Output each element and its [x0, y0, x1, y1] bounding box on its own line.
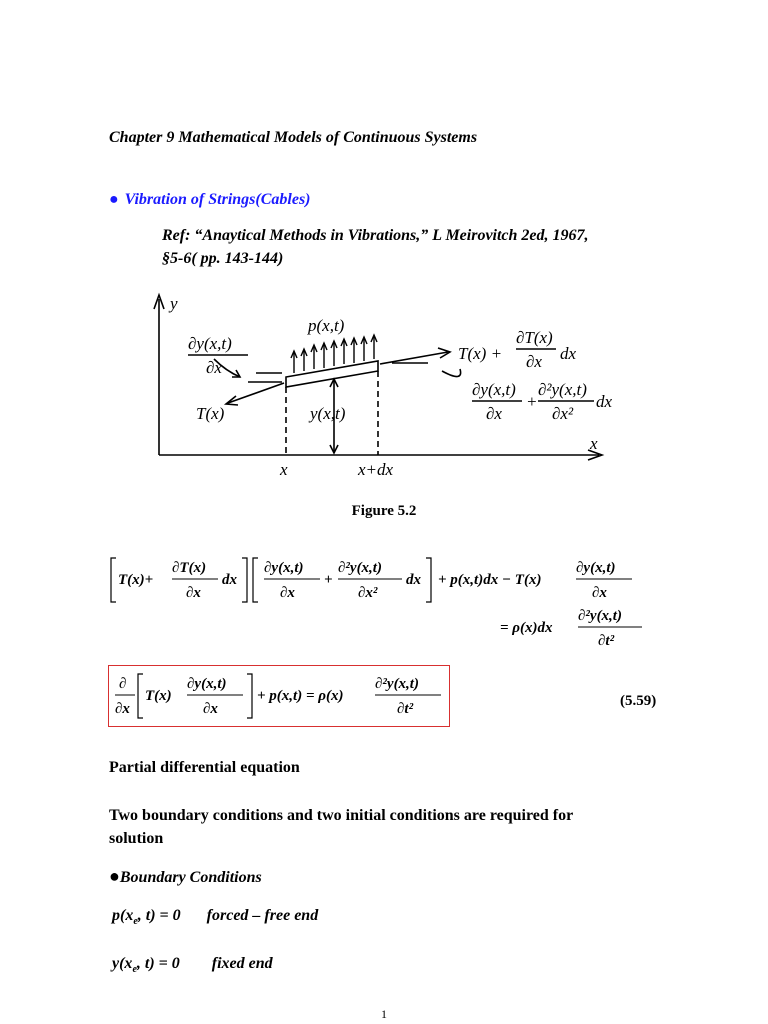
bullet-icon: ● [109, 191, 119, 208]
svg-text:∂: ∂ [119, 676, 127, 692]
y-axis-label: y [170, 294, 178, 313]
svg-text:∂x: ∂x [186, 585, 201, 601]
reference-line-2: §5-6( pp. 143-144) [162, 250, 284, 267]
right-tension-denominator: ∂x [526, 352, 542, 371]
chapter-title: Chapter 9 Mathematical Models of Continuous Systems [109, 129, 478, 146]
figure-caption: Figure 5.2 [351, 503, 417, 519]
svg-text:+ p(x,t)dx − T(x): + p(x,t)dx − T(x) [438, 572, 542, 588]
right-curvature-numerator: ∂²y(x,t) [538, 380, 587, 399]
x-axis-label: x [590, 434, 598, 453]
bullet-icon: ● [109, 866, 120, 886]
string-element-diagram [152, 279, 655, 490]
svg-text:∂y(x,t): ∂y(x,t) [576, 560, 616, 576]
equation-5-59-box [108, 665, 450, 727]
right-tension-numerator: ∂T(x) [516, 328, 553, 347]
svg-text:T(x)+: T(x)+ [118, 572, 154, 588]
force-balance-equation [108, 548, 668, 648]
section-heading [109, 191, 311, 209]
svg-text:∂t²: ∂t² [397, 701, 414, 717]
svg-text:+: + [324, 572, 333, 588]
section-heading-text: Vibration of Strings(Cables) [124, 191, 311, 208]
svg-text:∂x: ∂x [280, 585, 295, 601]
reference [162, 224, 589, 270]
x-position-label: x [280, 460, 288, 479]
left-slope-denominator: ∂x [206, 358, 222, 377]
equation-number: (5.59) [620, 693, 657, 709]
condition-description: forced – free end [206, 907, 319, 924]
condition-forced-free [112, 907, 318, 927]
conditions-requirement-text: Two boundary conditions and two initial conditions are required for solution [109, 807, 573, 847]
right-curvature-dx: dx [596, 392, 613, 411]
svg-text:∂t²: ∂t² [598, 633, 615, 648]
plus-sign: + [526, 392, 538, 411]
condition-expression: $p(x_e$, t) = 0 [112, 907, 181, 928]
condition-expression: $y(x_e$, t) = 0 [112, 955, 180, 976]
svg-text:∂x: ∂x [115, 701, 130, 717]
boundary-conditions-heading [109, 866, 262, 887]
boundary-conditions-heading-text: Boundary Conditions [119, 869, 262, 886]
right-tension-label: T(x) + [458, 344, 503, 363]
condition-fixed [112, 955, 273, 975]
svg-text:∂x: ∂x [203, 701, 218, 717]
svg-text:∂y(x,t): ∂y(x,t) [187, 676, 227, 692]
svg-text:∂²y(x,t): ∂²y(x,t) [338, 560, 382, 576]
svg-text:∂x: ∂x [592, 585, 607, 601]
x-dx-position-label: x+dx [358, 460, 394, 479]
svg-text:∂²y(x,t): ∂²y(x,t) [578, 608, 622, 624]
svg-text:∂T(x): ∂T(x) [172, 560, 207, 576]
deflection-label: y(x,t) [310, 404, 346, 423]
left-tension-label: T(x) [196, 404, 225, 423]
svg-text:= ρ(x)dx: = ρ(x)dx [500, 620, 553, 636]
pde-label: Partial differential equation [109, 759, 300, 776]
svg-text:∂²y(x,t): ∂²y(x,t) [375, 676, 419, 692]
reference-line-1: Ref: “Anaytical Methods in Vibrations,” L Meirovitch 2ed, 1967, [162, 227, 589, 244]
svg-text:+ p(x,t) = ρ(x): + p(x,t) = ρ(x) [257, 688, 344, 704]
figure-5-2 [152, 279, 655, 490]
svg-text:dx: dx [406, 572, 421, 588]
svg-text:T(x): T(x) [145, 688, 172, 704]
equation-5-59-graphic [109, 666, 449, 726]
right-slope-numerator: ∂y(x,t) [472, 380, 516, 399]
svg-text:∂x²: ∂x² [358, 585, 378, 601]
left-slope-numerator: ∂y(x,t) [188, 334, 232, 353]
load-label: p(x,t) [308, 316, 345, 335]
condition-description: fixed end [211, 955, 273, 972]
right-slope-denominator: ∂x [486, 404, 502, 423]
page-number: 1 [381, 1007, 387, 1021]
svg-text:∂y(x,t): ∂y(x,t) [264, 560, 304, 576]
right-curvature-denominator: ∂x² [552, 404, 574, 423]
force-balance-equation-graphic [108, 548, 668, 648]
svg-text:dx: dx [222, 572, 237, 588]
right-tension-dx: dx [560, 344, 577, 363]
